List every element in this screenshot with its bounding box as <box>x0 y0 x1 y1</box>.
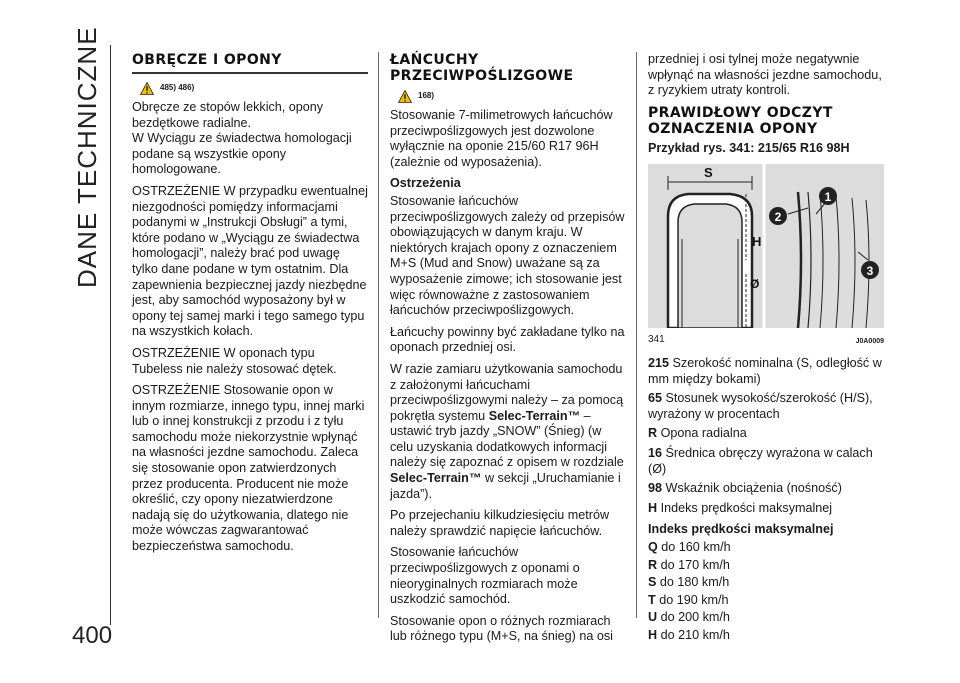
figure-code: J0A0009 <box>855 338 884 346</box>
tyre-diagram <box>648 164 884 328</box>
paragraph <box>390 362 626 502</box>
speed-index-item <box>648 610 884 626</box>
definition-text: Wskaźnik obciążenia (nośność) <box>662 481 842 496</box>
definition-code: 65 <box>648 391 663 406</box>
tyre-figure <box>648 164 884 328</box>
speed-code: T <box>648 592 656 607</box>
heading-rule <box>132 72 368 74</box>
definition-list <box>648 356 884 516</box>
figure-caption <box>648 332 884 350</box>
callout-number: 2 <box>774 210 782 225</box>
definition-item <box>648 481 884 497</box>
heading-snow-chains <box>390 52 626 84</box>
warning-triangle-icon <box>140 82 154 95</box>
speed-index-item <box>648 558 884 574</box>
speed-index-heading: Indeks prędkości maksymalnej <box>648 522 834 537</box>
definition-item <box>648 446 884 477</box>
speed-text: do 210 km/h <box>657 627 730 642</box>
speed-text: do 170 km/h <box>657 557 730 572</box>
paragraph: Stosowanie opon o różnych rozmiarach lub różnego typu (M+S, na śnieg) na osi <box>390 613 613 644</box>
warning-row <box>398 88 626 104</box>
section-title-vertical: DANE TECHNICZNE <box>72 26 102 288</box>
definition-code: 215 <box>648 355 670 370</box>
speed-index-list <box>648 540 884 644</box>
warning-refs: 168) <box>418 91 435 101</box>
selec-terrain-term: Selec-Terrain™ <box>390 471 482 486</box>
warning-triangle-icon <box>398 90 412 103</box>
text-run: W razie zamiaru użytkowania samochodu z założonymi łańcuchami przeciwpoślizgowymi należy – za pomocą pokrętła systemu <box>390 361 624 423</box>
column-2 <box>390 52 626 651</box>
text-run: w sekcji „Uruchamianie i jazda”). <box>390 471 621 501</box>
paragraph: Stosowanie łańcuchów przeciwpoślizgowych zależy od przepisów obowiązujących w danym kraju. W niektórych krajach opony z oznaczeniem M+S (Mud and Snow) uważane są za wyposażenie zimowe; ich stosowanie jest więc równoważne z zastosowaniem łańcuchów przeciwpoślizgowych. <box>390 193 625 318</box>
sidebar-divider <box>110 45 111 625</box>
paragraph: Obręcze ze stopów lekkich, opony bezdętkowe radialne. W Wyciągu ze świadectwa homologacji podane są wszystkie opony homologowane. <box>132 100 352 177</box>
speed-code: H <box>648 627 658 642</box>
definition-code: 16 <box>648 445 663 460</box>
label-h: H <box>752 234 762 250</box>
speed-text: do 190 km/h <box>655 592 729 607</box>
speed-index-item <box>648 540 884 556</box>
definition-code: H <box>648 500 658 515</box>
heading-rims-tyres: OBRĘCZE I OPONY <box>132 52 282 68</box>
page-number: 400 <box>72 622 113 649</box>
speed-code: S <box>648 575 657 590</box>
label-diameter: Ø <box>750 277 760 292</box>
heading-line: OZNACZENIA OPONY <box>648 120 818 137</box>
speed-code: U <box>648 610 658 625</box>
speed-code: Q <box>648 539 658 554</box>
paragraph: Po przejechaniu kilkudziesięciu metrów należy sprawdzić napięcie łańcuchów. <box>390 508 610 538</box>
figure-number: 341 <box>648 334 665 346</box>
speed-index-item <box>648 575 884 591</box>
speed-text: do 200 km/h <box>657 610 730 625</box>
paragraph: OSTRZEŻENIE W przypadku ewentualnej niezgodności pomiędzy informacjami podanymi w „Instrukcji Obsługi” a tymi, które podano w „Wyciągu ze świadectwa homologacji”, należy brać pod uwagę tylko dane podane w tym ostatnim. Dla zapewnienia bezpiecznej jazdy niezbędne jest, aby samochód wyposażony był w opony tej samej marki i tego samego typu na wszystkich kołach. <box>132 183 368 339</box>
callout-number: 1 <box>824 190 832 205</box>
column-1 <box>132 52 368 561</box>
text-run: – ustawić tryb jazdy „SNOW” (Śnieg) (w celu uzyskania dodatkowych informacji należy się zapoznać z opisem w rozdziale <box>390 408 624 470</box>
definition-text: Średnica obręczy wyrażona w calach (Ø) <box>648 445 873 476</box>
column-divider <box>378 52 379 618</box>
example-line: Przykład rys. 341: 215/65 R16 98H <box>648 140 850 155</box>
heading-tyre-marking <box>648 105 884 137</box>
selec-terrain-term: Selec-Terrain™ <box>488 408 581 423</box>
paragraph: Stosowanie łańcuchów przeciwpoślizgowych z oponami o nieoryginalnych rozmiarach może uszkodzić samochód. <box>390 545 580 607</box>
definition-text: Stosunek wysokość/szerokość (H/S), wyrażony w procentach <box>648 391 873 421</box>
column-3 <box>648 52 884 645</box>
paragraph: przedniej i osi tylnej może negatywnie wpłynąć na własności jezdne samochodu, z ryzykiem utraty kontroli. <box>648 52 882 98</box>
heading-line: ŁAŃCUCHY <box>390 52 479 68</box>
definition-text: Indeks prędkości maksymalnej <box>657 500 833 515</box>
speed-code: R <box>648 557 658 572</box>
speed-index-item <box>648 593 884 609</box>
definition-item <box>648 426 884 442</box>
paragraph: Łańcuchy powinny być zakładane tylko na oponach przedniej osi. <box>390 324 625 355</box>
paragraph: OSTRZEŻENIE Stosowanie opon w innym rozmiarze, innego typu, innej marki lub o innej konstrukcji z przodu i z tyłu samochodu może niekorzystnie wpłynąć na własności jezdne samochodu. Zaleca się stosowanie opon zatwierdzonych przez producenta. Producent nie może określić, czy opony niezatwierdzone nadają się do użytkowania, dlatego nie może wówczas zagwarantować bezpieczeństwa samochodu. <box>132 383 365 554</box>
warning-refs: 485) 486) <box>160 83 195 93</box>
definition-code: R <box>648 426 658 441</box>
warning-row <box>140 80 368 96</box>
paragraph: OSTRZEŻENIE W oponach typu Tubeless nie należy stosować dętek. <box>132 345 337 376</box>
definition-text: Opona radialna <box>657 426 747 441</box>
subheading-warnings: Ostrzeżenia <box>390 176 461 191</box>
callout-number: 3 <box>866 264 874 279</box>
definition-item <box>648 356 884 387</box>
paragraph: Stosowanie 7-milimetrowych łańcuchów przeciwpoślizgowych jest dozwolone wyłącznie na oponie 215/60 R17 96H (zależnie od wyposażenia). <box>390 108 613 169</box>
speed-text: do 180 km/h <box>656 575 730 590</box>
column-divider <box>636 52 637 618</box>
heading-line: PRAWIDŁOWY ODCZYT <box>648 104 833 121</box>
speed-text: do 160 km/h <box>657 539 731 554</box>
definition-code: 98 <box>648 481 663 496</box>
definition-text: Szerokość nominalna (S, odległość w mm między bokami) <box>648 355 882 386</box>
speed-index-item <box>648 628 884 644</box>
definition-item <box>648 391 884 422</box>
definition-item <box>648 501 884 517</box>
label-s: S <box>704 165 713 181</box>
heading-line: PRZECIWPOŚLIZGOWE <box>390 68 574 84</box>
